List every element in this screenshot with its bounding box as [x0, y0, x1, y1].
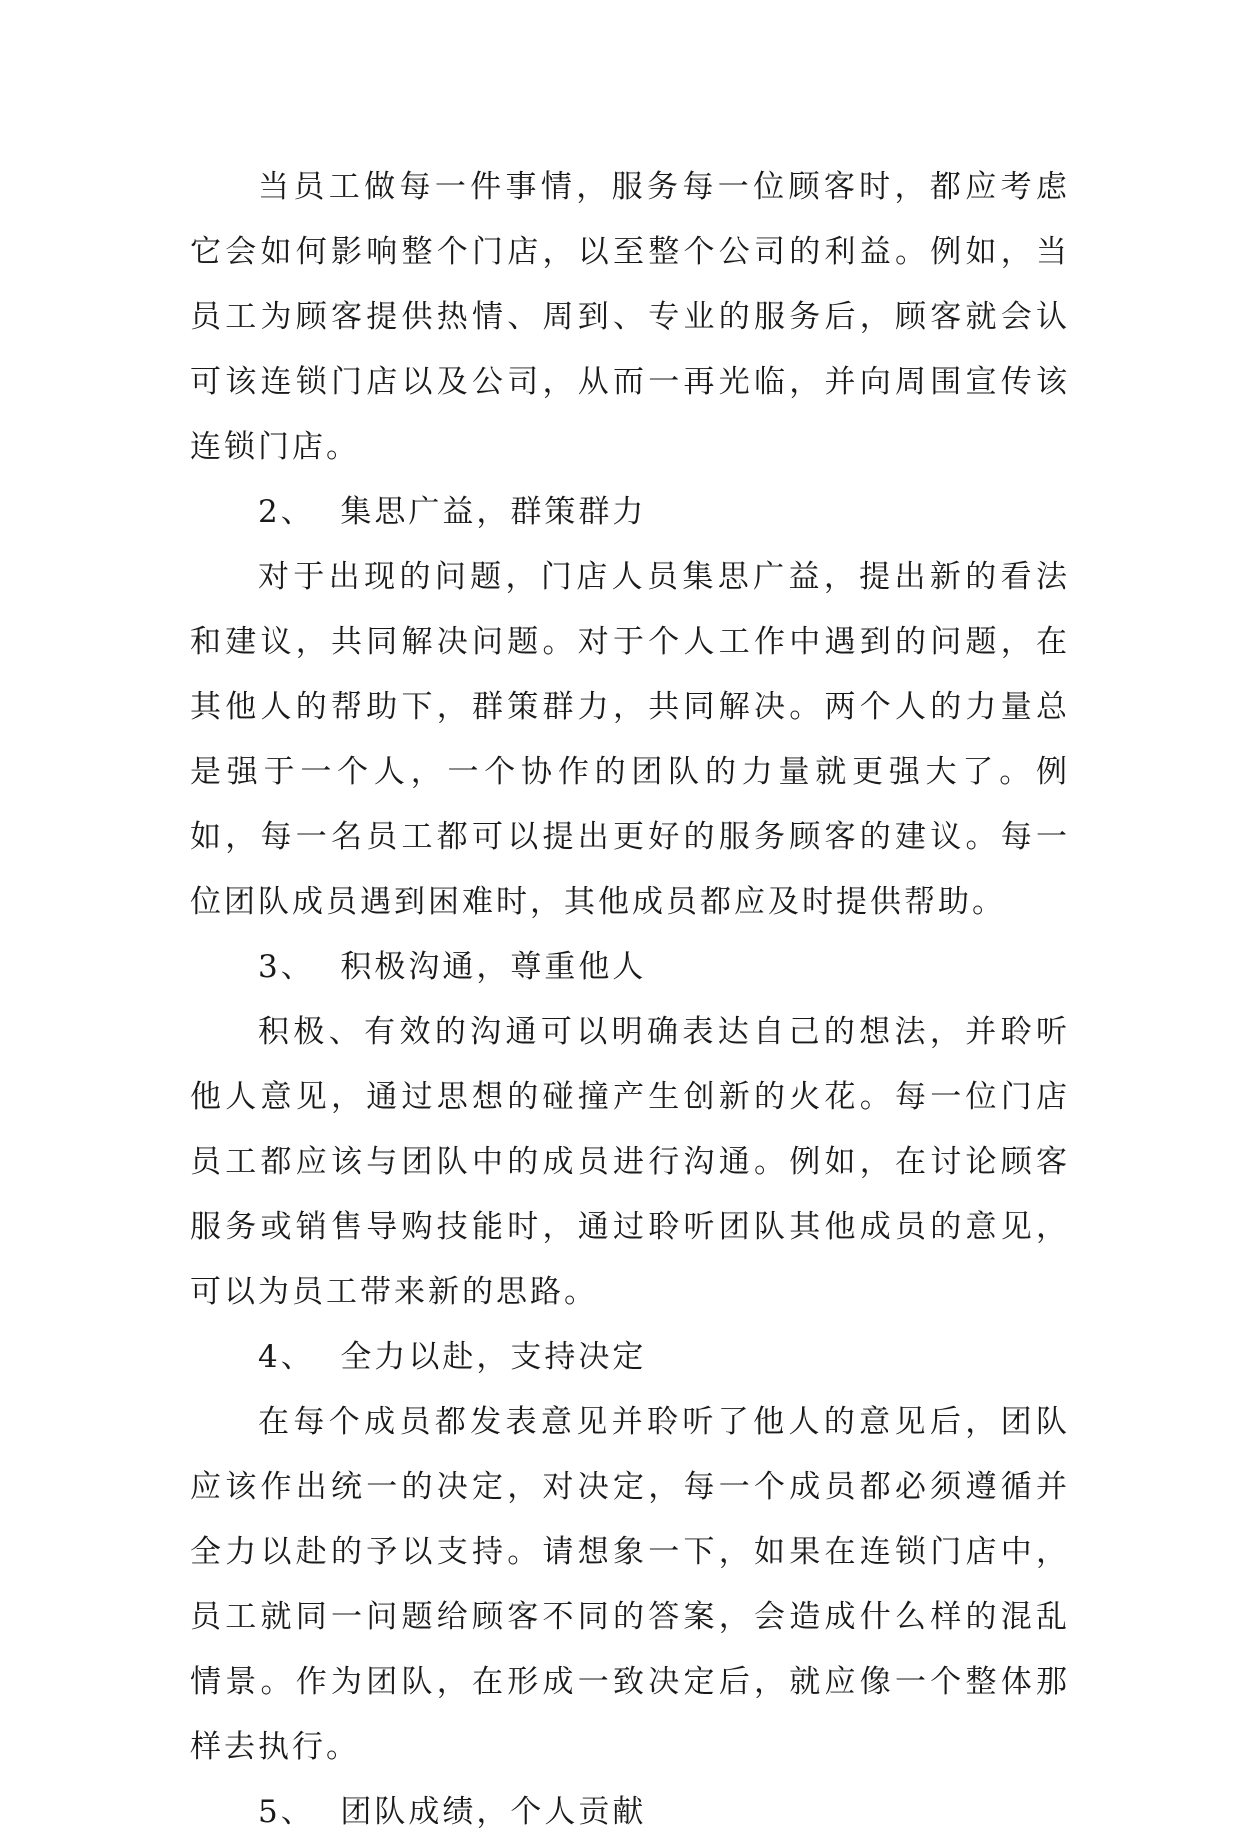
body-paragraph: 积极、有效的沟通可以明确表达自己的想法，并聆听他人意见，通过思想的碰撞产生创新的火花。每一位门店员工都应该与团队中的成员进行沟通。例如，在讨论顾客服务或销售导购技能时，通过聆听团队其他成员的意见，可以为员工带来新的思路。 — [190, 1014, 1070, 1310]
section-heading-4: 4、 全力以赴，支持决定 — [258, 1339, 647, 1375]
section-heading-5: 5、 团队成绩，个人贡献 — [258, 1794, 647, 1830]
body-paragraph: 在每个成员都发表意见并聆听了他人的意见后，团队应该作出统一的决定，对决定，每一个成员都必须遵循并全力以赴的予以支持。请想象一下，如果在连锁门店中，员工就同一问题给顾客不同的答案，会造成什么样的混乱情景。作为团队，在形成一致决定后，就应像一个整体那样去执行。 — [190, 1404, 1070, 1765]
body-paragraph: 对于出现的问题，门店人员集思广益，提出新的看法和建议，共同解决问题。对于个人工作中遇到的问题，在其他人的帮助下，群策群力，共同解决。两个人的力量总是强于一个人，一个协作的团队的力量就更强大了。例如，每一名员工都可以提出更好的服务顾客的建议。每一位团队成员遇到困难时，其他成员都应及时提供帮助。 — [190, 559, 1070, 920]
body-paragraph: 当员工做每一件事情，服务每一位顾客时，都应考虑它会如何影响整个门店，以至整个公司的利益。例如，当员工为顾客提供热情、周到、专业的服务后，顾客就会认可该连锁门店以及公司，从而一再光临，并向周围宣传该连锁门店。 — [190, 169, 1070, 465]
document-body — [190, 155, 1070, 1845]
section-heading-2: 2、 集思广益，群策群力 — [258, 494, 647, 530]
section-heading-3: 3、 积极沟通，尊重他人 — [258, 949, 647, 985]
